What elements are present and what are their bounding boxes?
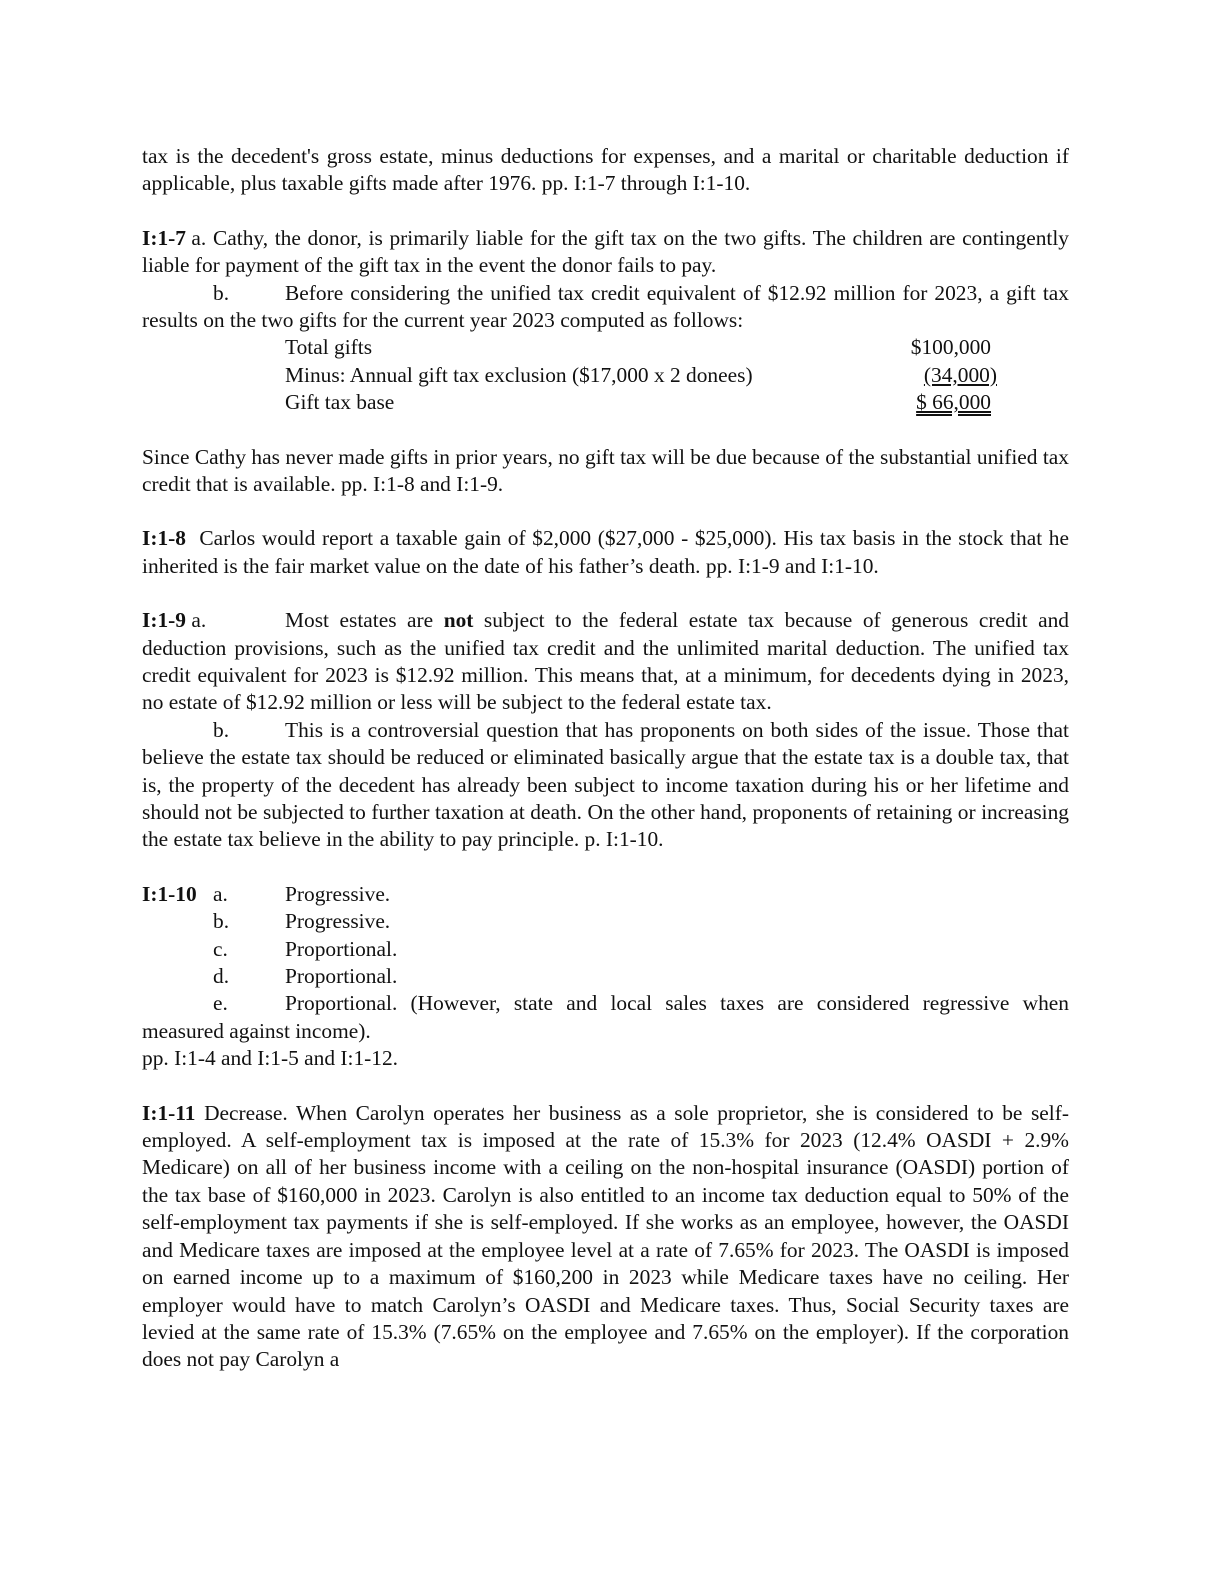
q10-row-b: [142, 908, 1069, 935]
q10-text: Proportional.: [285, 936, 398, 961]
q10-letter: b.: [213, 909, 230, 934]
q10-letter: a.: [213, 881, 228, 906]
intro-paragraph: tax is the decedent's gross estate, minus deductions for expenses, and a marital or charitable deduction if applicable, plus taxable gifts made after 1976. pp. I:1-7 through I:1-10.: [142, 144, 1069, 196]
q9-part-b: [142, 717, 1069, 854]
q9-a-letter: a.: [191, 608, 207, 633]
q11-paragraph: [142, 1100, 1069, 1374]
row-label: Gift tax base: [285, 390, 395, 415]
q7-conclusion: Since Cathy has never made gifts in prior years, no gift tax will be due because of the substantial unified tax credit that is available. pp. I:1-8 and I:1-9.: [142, 444, 1069, 497]
q9-a-post: subject to the federal estate tax because of generous credit and deduction provisions, such as the unified tax credit and the unlimited marital deduction. The unified tax credit equivalent for 2023 is $12.92 million. This means that, at a minimum, for decedents dying in 2023, no estate of $12.92 million or less will be subject to the federal estate tax.: [142, 608, 1070, 715]
q7-id: I:1-7: [142, 225, 186, 250]
q10-part-e: [142, 990, 1069, 1045]
q8-paragraph: [142, 525, 1069, 580]
q10-e-text: Proportional. (However, state and local sales taxes are considered regressive when measured against income).: [142, 991, 1069, 1043]
q9-part-a: [142, 607, 1069, 717]
q9-b-letter: b.: [213, 717, 230, 742]
q10-text: Progressive.: [285, 881, 391, 906]
q10-e-letter: e.: [213, 991, 228, 1016]
q7-part-a: [142, 225, 1069, 280]
q11-id: I:1-11: [142, 1100, 196, 1125]
table-row: [142, 389, 1069, 416]
q10-text: Proportional.: [285, 964, 398, 989]
q9-a-bold: not: [443, 608, 474, 633]
q7-part-b: [142, 280, 1069, 335]
row-amount: (34,000): [923, 362, 997, 387]
row-label: Minus: Annual gift tax exclusion ($17,000 x 2 donees): [285, 362, 753, 387]
q8-id: I:1-8: [142, 526, 186, 551]
q10-refs: pp. I:1-4 and I:1-5 and I:1-12.: [142, 1046, 399, 1071]
q9-b-text: This is a controversial question that has proponents on both sides of the issue. Those that believe the estate tax should be reduced or eliminated basically argue that the estate tax is a double tax, that is, the property of the decedent has already been subject to income taxation during his or her lifetime and should not be subjected to further taxation at death. On the other hand, proponents of retaining or increasing the estate tax believe in the ability to pay principle. p. I:1-10.: [142, 717, 1069, 852]
q10-row-d: [142, 963, 1069, 990]
q10-text: Progressive.: [285, 909, 391, 934]
q8-text: Carlos would report a taxable gain of $2,000 ($27,000 - $25,000). His tax basis in the stock that he inherited is the fair market value on the date of his father’s death. pp. I:1-9 and I:1-10.: [142, 526, 1069, 578]
q10-row-a: [142, 881, 1069, 908]
document-page: [142, 143, 1069, 1374]
q7-a-letter: a.: [191, 225, 207, 250]
table-row: [142, 362, 1069, 389]
row-amount: $ 66,000: [916, 390, 991, 415]
q7-b-text: Before considering the unified tax credit equivalent of $12.92 million for 2023, a gift tax results on the two gifts for the current year 2023 computed as follows:: [142, 280, 1069, 333]
q10-id: I:1-10: [142, 881, 197, 906]
q11-text: Decrease. When Carolyn operates her business as a sole proprietor, she is considered to be self-employed. A self-employment tax is imposed at the rate of 15.3% for 2023 (12.4% OASDI + 2.9% Medicare) on all of her business income with a ceiling on the non-hospital insurance (OASDI) portion of the tax base of $160,000 in 2023. Carolyn is also entitled to an income tax deduction equal to 50% of the self-employment tax payments if she is self-employed. If she works as an employee, however, the OASDI and Medicare taxes are imposed at the employee level at a rate of 7.65% for 2023. The OASDI is imposed on earned income up to a maximum of $160,200 in 2023 while Medicare taxes have no ceiling. Her employer would have to match Carolyn’s OASDI and Medicare taxes. Thus, Social Security taxes are levied at the same rate of 15.3% (7.65% on the employee and 7.65% on the employer). If the corporation does not pay Carolyn a: [142, 1100, 1069, 1372]
q9-a-pre: Most estates are: [285, 608, 444, 633]
q10-letter: c.: [213, 936, 228, 961]
row-label: Total gifts: [285, 335, 373, 360]
q7-b-letter: b.: [213, 280, 230, 305]
q10-row-c: [142, 936, 1069, 963]
q7-a-text: Cathy, the donor, is primarily liable for the gift tax on the two gifts. The children are contingently liable for payment of the gift tax in the event the donor fails to pay.: [142, 225, 1069, 278]
q10-letter: d.: [213, 964, 230, 989]
q9-id: I:1-9: [142, 608, 186, 633]
gift-tax-table: [142, 334, 1069, 416]
table-row: [142, 334, 1069, 361]
row-amount: $100,000: [910, 335, 991, 360]
